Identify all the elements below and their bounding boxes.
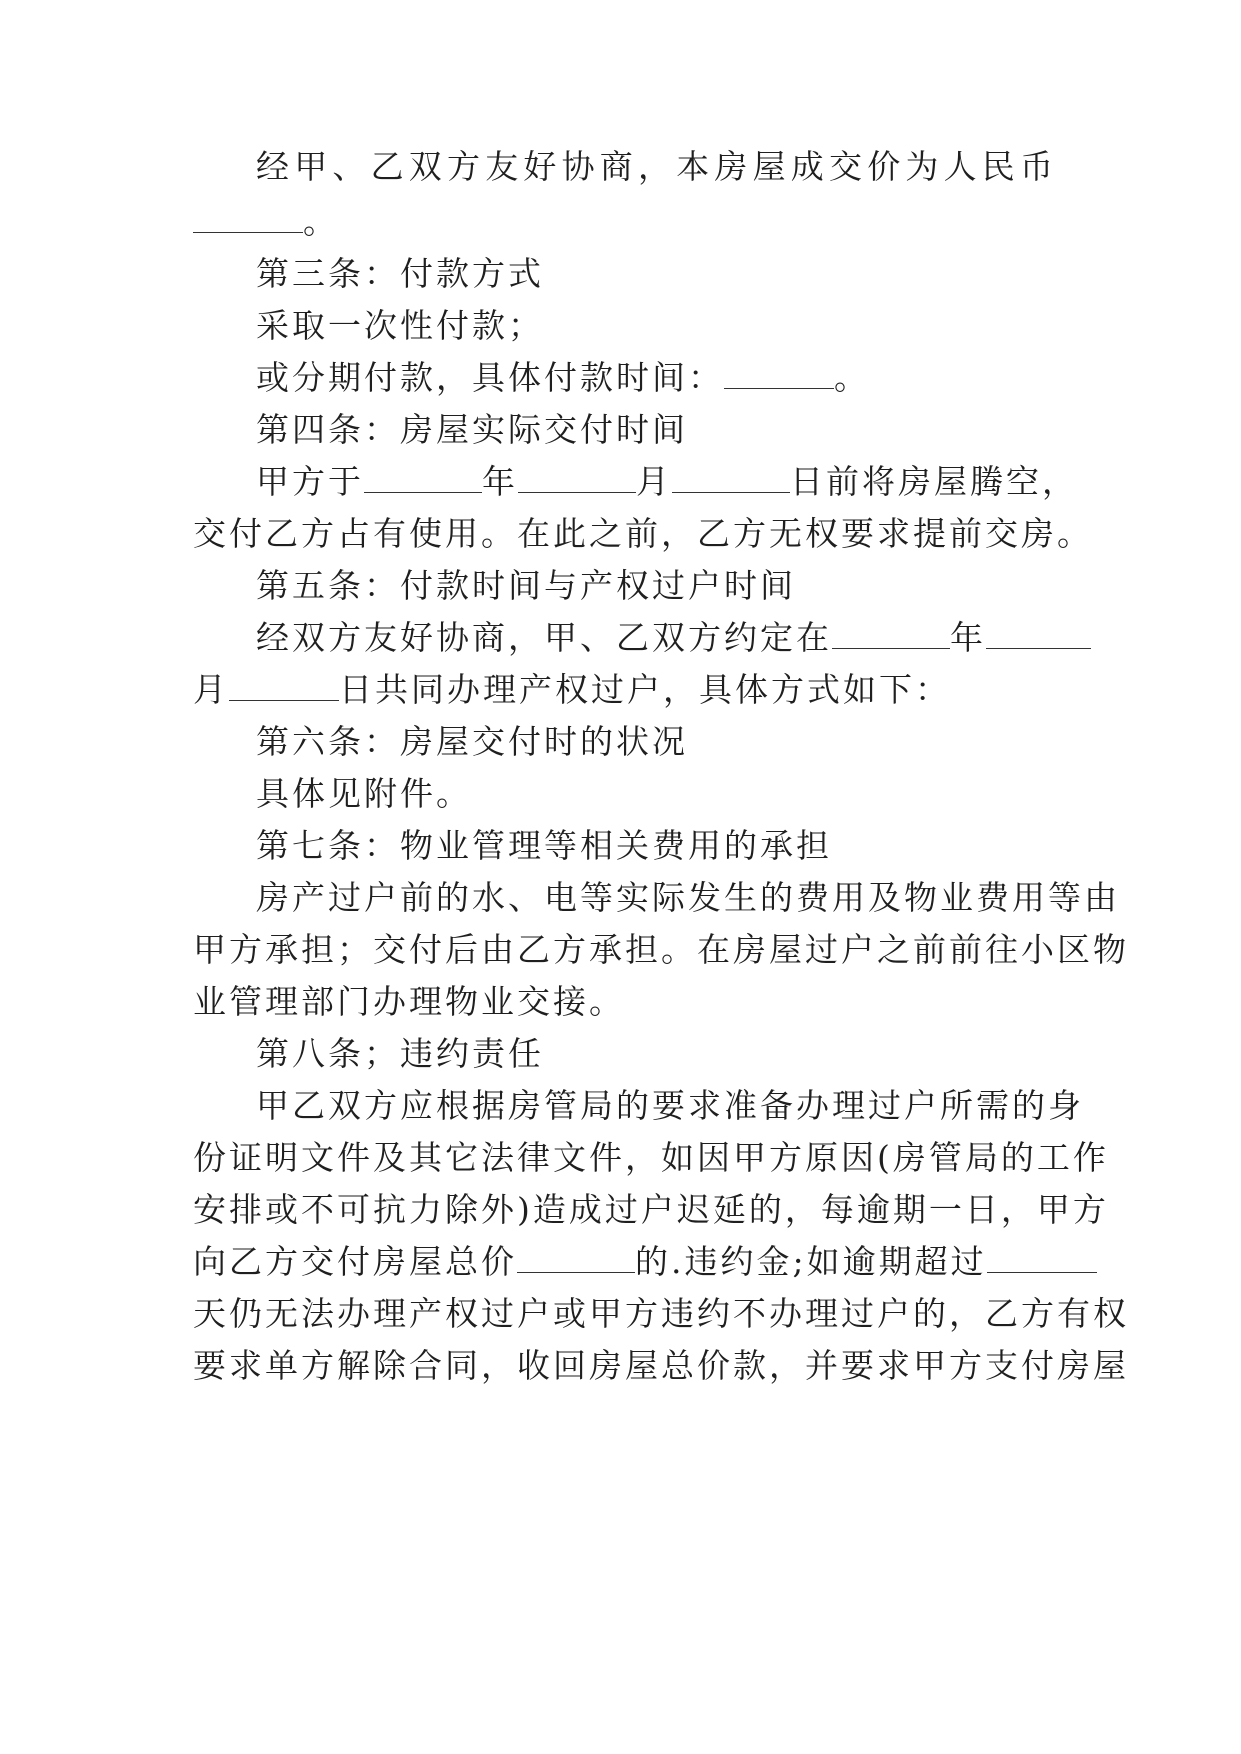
- transfer-month-blank[interactable]: [986, 622, 1091, 649]
- article-heading: [256, 566, 1056, 606]
- paragraph-line: [256, 1086, 1084, 1126]
- transfer-day-blank[interactable]: [229, 674, 339, 701]
- penalty-rate-blank[interactable]: [517, 1246, 635, 1273]
- punctuation: 。: [834, 358, 870, 397]
- transfer-text-end: 日共同办理产权过户，具体方式如下：: [339, 670, 951, 709]
- article-3-title: 第三条：付款方式: [256, 254, 544, 293]
- paragraph-line: [256, 618, 1056, 658]
- paragraph-line: [256, 774, 1056, 814]
- paragraph-line: [193, 514, 1093, 554]
- liability-text-4: 向乙方交付房屋总价: [193, 1242, 517, 1281]
- paragraph-line: [193, 202, 1055, 242]
- article-5-title: 第五条：付款时间与产权过户时间: [256, 566, 796, 605]
- delivery-text: 甲方于: [256, 462, 364, 501]
- paragraph-line: [193, 930, 1129, 970]
- article-heading: [256, 722, 1056, 762]
- delivery-text-end: 日前将房屋腾空，: [790, 462, 1078, 501]
- price-blank[interactable]: [193, 206, 303, 233]
- paragraph-line: [193, 1242, 1055, 1282]
- paragraph-line: [193, 670, 1055, 710]
- paragraph-line: [193, 982, 1055, 1022]
- day-blank[interactable]: [672, 466, 790, 493]
- liability-text-3: 安排或不可抗力除外)造成过户迟延的，每逾期一日，甲方: [193, 1190, 1109, 1229]
- price-clause-text: 经甲、乙双方友好协商，本房屋成交价为人民币: [256, 147, 1056, 186]
- delivery-continued: 交付乙方占有使用。在此之前，乙方无权要求提前交房。: [193, 514, 1093, 553]
- installment-time-blank[interactable]: [724, 362, 834, 389]
- lump-sum-text: 采取一次性付款；: [256, 306, 544, 345]
- transfer-year-blank[interactable]: [832, 622, 950, 649]
- fees-text: 房产过户前的水、电等实际发生的费用及物业费用等由: [256, 878, 1120, 917]
- article-4-title: 第四条：房屋实际交付时间: [256, 410, 688, 449]
- article-6-title: 第六条：房屋交付时的状况: [256, 722, 688, 761]
- year-blank[interactable]: [364, 466, 482, 493]
- month-blank[interactable]: [518, 466, 636, 493]
- paragraph-line: [256, 358, 1056, 398]
- see-attachment-text: 具体见附件。: [256, 774, 472, 813]
- paragraph-line: [256, 147, 1056, 187]
- article-heading: [256, 1034, 1056, 1074]
- installment-text: 或分期付款，具体付款时间：: [256, 358, 724, 397]
- liability-text-2: 份证明文件及其它法律文件，如因甲方原因(房管局的工作: [193, 1138, 1109, 1177]
- liability-text-5: 天仍无法办理产权过户或甲方违约不办理过户的，乙方有权: [193, 1294, 1129, 1333]
- fees-text-2: 甲方承担；交付后由乙方承担。在房屋过户之前前往小区物: [193, 930, 1129, 969]
- fees-text-3: 业管理部门办理物业交接。: [193, 982, 625, 1021]
- article-7-title: 第七条：物业管理等相关费用的承担: [256, 826, 832, 865]
- month-label: 月: [193, 670, 229, 709]
- article-heading: [256, 826, 1056, 866]
- paragraph-line: [256, 462, 1078, 502]
- paragraph-line: [256, 306, 1056, 346]
- article-heading: [256, 410, 1056, 450]
- year-label: 年: [482, 462, 518, 501]
- overdue-days-blank[interactable]: [987, 1246, 1097, 1273]
- liability-text: 甲乙双方应根据房管局的要求准备办理过户所需的身: [256, 1086, 1084, 1125]
- year-label: 年: [950, 618, 986, 657]
- punctuation: 。: [303, 202, 339, 241]
- article-heading: [256, 254, 1056, 294]
- paragraph-line: [193, 1190, 1109, 1230]
- month-label: 月: [636, 462, 672, 501]
- liability-text-4b: 的.违约金;如逾期超过: [635, 1242, 987, 1281]
- transfer-text: 经双方友好协商，甲、乙双方约定在: [256, 618, 832, 657]
- paragraph-line: [193, 1138, 1109, 1178]
- paragraph-line: [256, 878, 1120, 918]
- article-8-title: 第八条；违约责任: [256, 1034, 544, 1073]
- paragraph-line: [193, 1346, 1129, 1386]
- liability-text-6: 要求单方解除合同，收回房屋总价款，并要求甲方支付房屋: [193, 1346, 1129, 1385]
- paragraph-line: [193, 1294, 1129, 1334]
